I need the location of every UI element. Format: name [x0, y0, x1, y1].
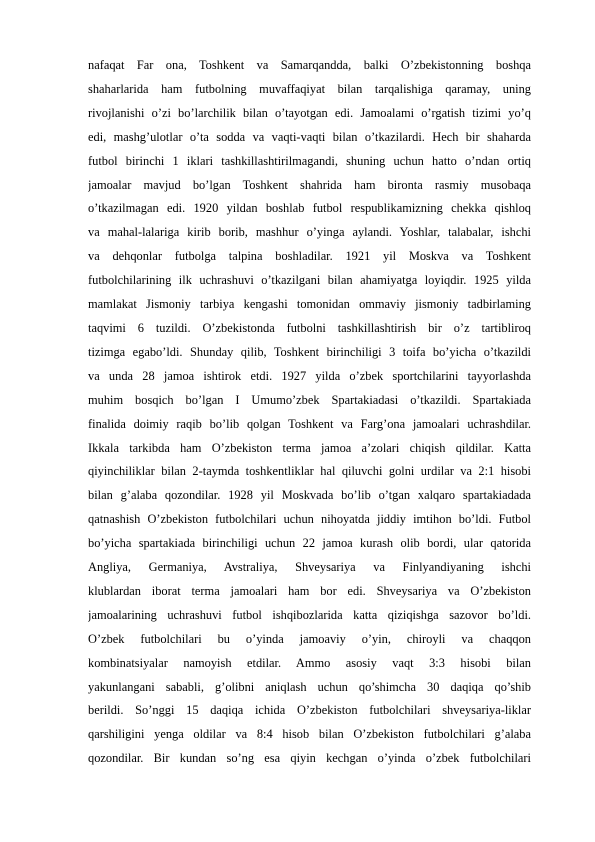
- text-line: muhim bosqich bo’lgan I Umumo’zbek Spartakiadasi o’tkazildi. Spartakiada: [88, 392, 531, 407]
- text-line: o’tkazilmagan edi. 1920 yildan boshlab futbol respublikamizning chekka qishloq: [88, 201, 531, 216]
- text-line: qatnashish O’zbekiston futbolchilari uchun nihoyatda jiddiy imtihon bo’ldi. Futbol: [88, 512, 531, 527]
- text-line: va dehqonlar futbolga talpina boshladilar. 1921 yil Moskva va Toshkent: [88, 249, 531, 264]
- text-line: klublardan iborat terma jamoalari ham bor edi. Shveysariya va O’zbekiston: [88, 583, 531, 598]
- text-line: jamoalarining uchrashuvi futbol ishqibozlarida katta qiziqishga sazovor bo’ldi.: [88, 607, 531, 622]
- text-line: qiyinchiliklar bilan 2-taymda toshkentliklar hal qiluvchi golni urdilar va 2:1 hisobi: [88, 464, 531, 479]
- text-line: futbol birinchi 1 iklari tashkillashtirilmagandi, shuning uchun hatto o’ndan ortiq: [88, 153, 531, 168]
- text-line: rivojlanishi o’zi bo’larchilik bilan o’tayotgan edi. Jamoalami o’rgatish tizimi yo’q: [88, 105, 531, 120]
- text-line: finalida doimiy raqib bo’lib qolgan Toshkent va Farg’ona jamoalari uchrashdilar.: [88, 416, 531, 431]
- text-line: bilan g’alaba qozondilar. 1928 yil Moskvada bo’lib o’tgan xalqaro spartakiadada: [88, 488, 531, 503]
- text-line: yakunlangani sababli, g’olibni aniqlash uchun qo’shimcha 30 daqiqa qo’shib: [88, 679, 531, 694]
- text-line: taqvimi 6 tuzildi. O’zbekistonda futbolni tashkillashtirish bir o’z tartibliroq: [88, 320, 531, 335]
- text-line: berildi. So’nggi 15 daqiqa ichida O’zbekiston futbolchilari shveysariya-liklar: [88, 703, 531, 718]
- text-line: bo’yicha spartakiada birinchiligi uchun 22 jamoa kurash olib bordi, ular qatorida: [88, 536, 531, 551]
- text-line: Angliya, Germaniya, Avstraliya, Shveysariya va Finlyandiyaning ishchi: [88, 560, 531, 575]
- text-line: nafaqat Far ona, Toshkent va Samarqandda, balki O’zbekistonning boshqa: [88, 58, 531, 72]
- text-line: O’zbek futbolchilari bu o’yinda jamoaviy o’yin, chiroyli va chaqqon: [88, 631, 531, 646]
- text-line: qarshiligini yenga oldilar va 8:4 hisob bilan O’zbekiston futbolchilari g’alaba: [88, 727, 531, 742]
- text-line: kombinatsiyalar namoyish etdilar. Ammo asosiy vaqt 3:3 hisobi bilan: [88, 655, 531, 670]
- text-line: Ikkala tarkibda ham O’zbekiston terma jamoa a’zolari chiqish qildilar. Katta: [88, 440, 531, 455]
- body-text: [88, 54, 531, 771]
- text-line: tizimga egabo’ldi. Shunday qilib, Toshkent birinchiligi 3 toifa bo’yicha o’tkazildi: [88, 344, 531, 359]
- text-line: jamoalar mavjud bo’lgan Toshkent shahrida ham bironta rasmiy musobaqa: [88, 177, 531, 192]
- text-line: futbolchilarining ilk uchrashuvi o’tkazilgani bilan ahamiyatga loyiqdir. 1925 yilda: [88, 273, 531, 288]
- text-line: edi, mashg’ulotlar o’ta sodda va vaqti-vaqti bilan o’tkazilardi. Hech bir shaharda: [88, 129, 531, 144]
- text-line: shaharlarida ham futbolning muvaffaqiyat bilan tarqalishiga qaramay, uning: [88, 81, 531, 96]
- text-line: va mahal-lalariga kirib borib, mashhur o’yinga aylandi. Yoshlar, talabalar, ishchi: [88, 225, 531, 240]
- text-line: mamlakat Jismoniy tarbiya kengashi tomonidan ommaviy jismoniy tadbirlaming: [88, 297, 531, 312]
- text-line: va unda 28 jamoa ishtirok etdi. 1927 yilda o’zbek sportchilarini tayyorlashda: [88, 368, 531, 383]
- text-line: qozondilar. Bir kundan so’ng esa qiyin kechgan o’yinda o’zbek futbolchilari: [88, 751, 531, 766]
